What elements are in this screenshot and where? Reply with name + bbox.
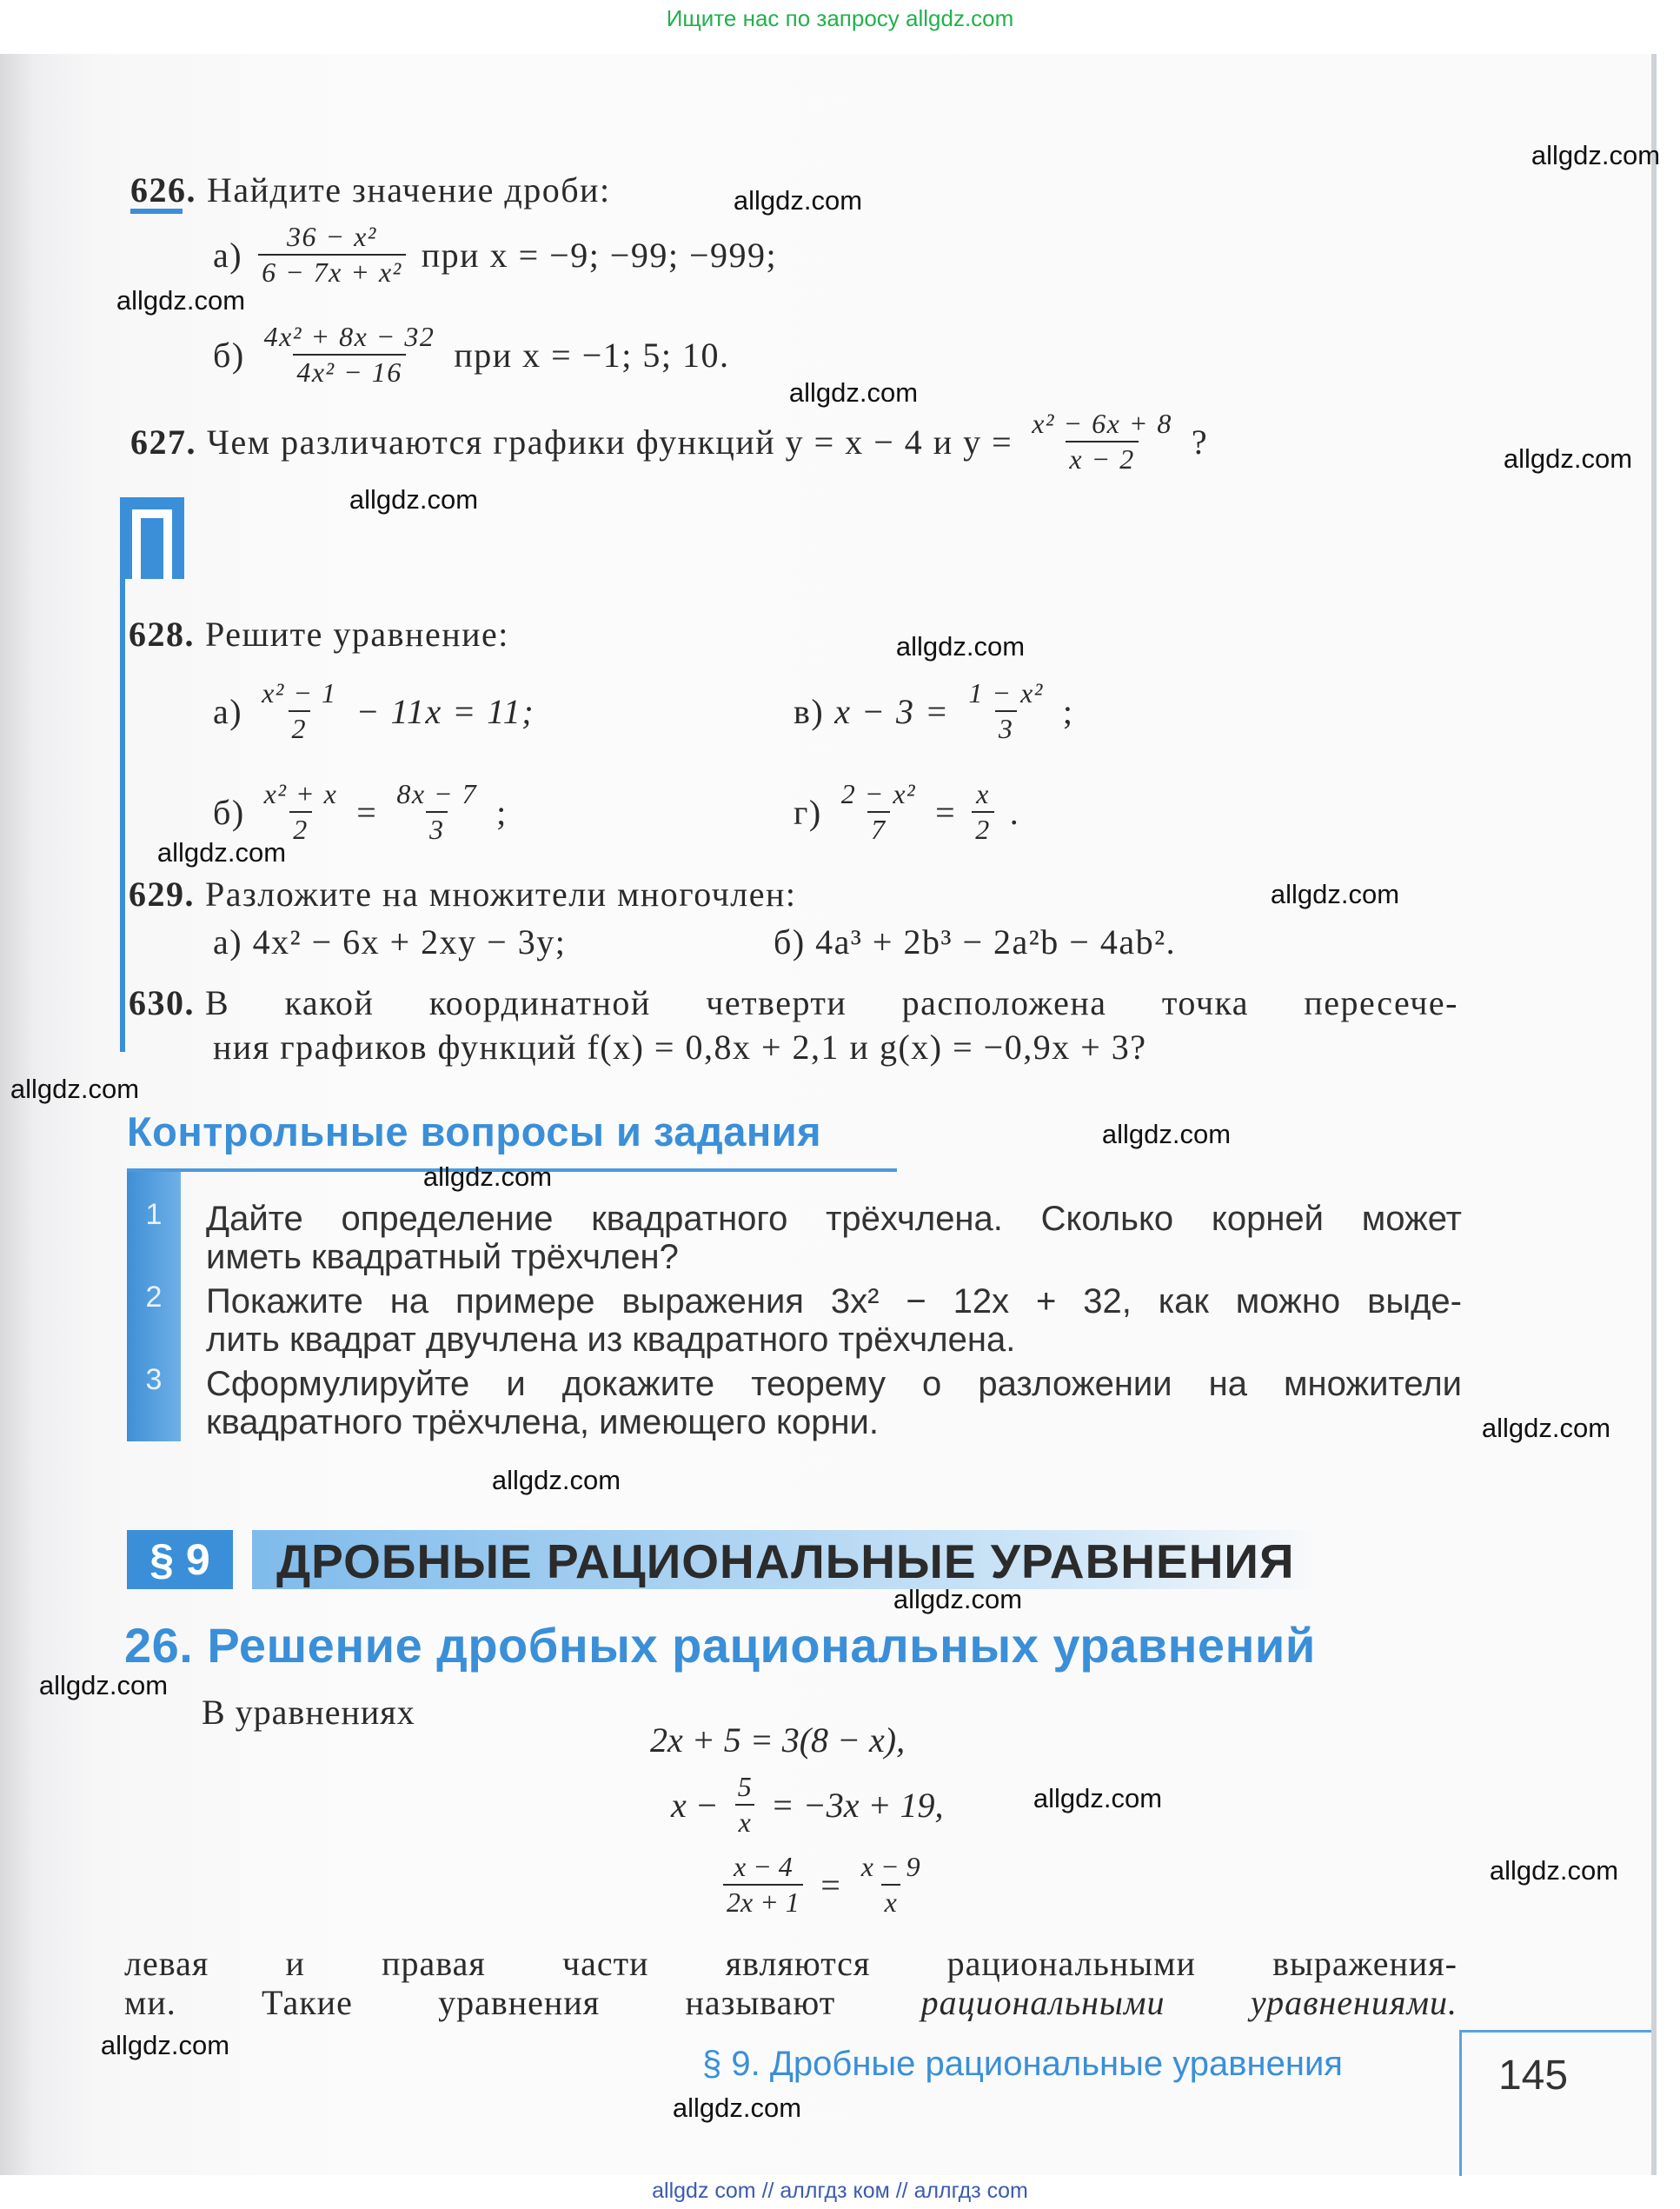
question-number: 3 <box>145 1363 163 1396</box>
question-3-line2: квадратного трёхчлена, имеющего корни. <box>206 1403 880 1441</box>
watermark: allgdz.com <box>788 377 919 408</box>
fraction <box>1028 409 1176 475</box>
body-paragraph-line1: левая и правая части являются рациональными выражения- <box>124 1944 1458 1983</box>
item-label: б) <box>213 792 245 832</box>
fraction <box>393 779 481 845</box>
page-number: 145 <box>1497 2053 1569 2099</box>
exercise-text-line2: ния графиков функций f(x) = 0,8x + 2,1 и g(x) = −0,9x + 3? <box>213 1028 1147 1067</box>
exercise-627 <box>130 409 1208 475</box>
watermark: allgdz.com <box>1033 1783 1163 1813</box>
question-2-line2: лить квадрат двучлена из квадратного трёхчлена. <box>206 1321 1016 1359</box>
fraction <box>838 779 920 845</box>
question-1-line2: иметь квадратный трёхчлен? <box>206 1238 679 1276</box>
watermark: allgdz.com <box>1531 140 1661 170</box>
numerator: x <box>976 778 990 809</box>
denominator: 6 − 7x + x² <box>258 254 406 288</box>
exercise-text: В какой координатной четверти расположена точка пересече- <box>205 983 1458 1022</box>
numerator: x² + x <box>263 778 338 809</box>
fraction <box>965 678 1046 744</box>
watermark: allgdz.com <box>895 631 1026 662</box>
exercise-text: Найдите значение дроби: <box>207 170 611 210</box>
denominator: 3 <box>995 710 1018 744</box>
fraction <box>258 222 406 288</box>
numerator: 8x − 7 <box>396 778 478 809</box>
item-text: − 11x = 11; <box>355 691 535 731</box>
running-footer: § 9. Дробные рациональные уравнения <box>702 2045 1343 2083</box>
exercise-628-v <box>794 678 1073 744</box>
punctuation: ; <box>496 792 508 832</box>
numerator: 5 <box>737 1771 752 1802</box>
item-label: в) <box>794 691 825 731</box>
watermark: allgdz.com <box>156 837 287 868</box>
watermark: allgdz.com <box>100 2030 230 2060</box>
exercise-626-b <box>213 322 730 388</box>
equals-sign: = <box>935 792 957 832</box>
fraction <box>972 779 994 845</box>
question-number: 1 <box>145 1198 163 1231</box>
body-intro: В уравнениях <box>202 1693 415 1732</box>
exercise-629-title <box>129 874 797 915</box>
item-label: а) <box>213 691 243 731</box>
subsection-title: 26. Решение дробных рациональных уравнений <box>124 1618 1316 1673</box>
section-margin-bar <box>120 497 125 1052</box>
denominator: 7 <box>867 811 890 845</box>
fraction <box>858 1852 924 1918</box>
watermark: allgdz.com <box>1270 879 1400 909</box>
watermark: allgdz.com <box>893 1584 1023 1614</box>
equation-3 <box>718 1852 929 1918</box>
exercise-630 <box>129 982 1458 1068</box>
punctuation: . <box>1009 792 1020 832</box>
exercise-text: Разложите на множители многочлен: <box>205 875 797 914</box>
punctuation: ; <box>1062 691 1074 731</box>
numerator: 1 − x² <box>968 677 1044 709</box>
exercise-629-b: б) 4a³ + 2b³ − 2a²b − 4ab². <box>774 922 1177 961</box>
watermark: allgdz.com <box>733 185 863 216</box>
exercise-number: 628. <box>129 615 195 654</box>
exercise-number: 630. <box>129 983 195 1022</box>
equation-1: 2x + 5 = 3(8 − x), <box>650 1720 906 1760</box>
watermark: allgdz.com <box>116 285 246 316</box>
top-banner[interactable]: Ищите нас по запросу allgdz.com <box>666 5 1014 31</box>
denominator: 4x² − 16 <box>293 354 405 388</box>
denominator: x − 2 <box>1066 441 1138 475</box>
item-text: при x = −1; 5; 10. <box>454 335 730 375</box>
exercise-628-g <box>794 779 1019 845</box>
watermark: allgdz.com <box>1503 443 1633 474</box>
exercise-628-title <box>129 614 509 655</box>
numerator: 36 − x² <box>286 221 377 252</box>
fraction <box>261 779 342 845</box>
question-number-column <box>127 1172 181 1441</box>
equals-sign: = <box>818 1865 842 1905</box>
exercise-number: 626. <box>130 170 196 210</box>
paragraph-emphasis: рациональными уравнениями. <box>920 1983 1458 2022</box>
bottom-banner[interactable]: allgdz com // аллгдз ком // аллгдз com <box>652 2179 1028 2203</box>
exercise-628-b <box>213 779 508 845</box>
equation-part: x − <box>671 1785 719 1825</box>
fraction <box>261 322 439 388</box>
equals-sign: = <box>356 792 378 832</box>
body-paragraph-line2 <box>124 1982 1458 2023</box>
control-questions-heading: Контрольные вопросы и задания <box>127 1108 822 1154</box>
denominator: x <box>735 1804 754 1838</box>
numerator: 2 − x² <box>840 778 917 809</box>
denominator: 2 <box>289 710 311 744</box>
numerator: x² − 1 <box>262 677 337 709</box>
exercise-number: 629. <box>129 875 195 914</box>
watermark: allgdz.com <box>349 484 479 515</box>
numerator: x − 4 <box>734 1851 793 1882</box>
section-title: ДРОБНЫЕ РАЦИОНАЛЬНЫЕ УРАВНЕНИЯ <box>276 1534 1295 1588</box>
fraction <box>258 678 340 744</box>
exercise-628-a <box>213 678 535 744</box>
equation-part: = −3x + 19, <box>770 1785 944 1825</box>
equation-2 <box>671 1772 943 1838</box>
fraction <box>734 1772 755 1838</box>
exercise-text: Чем различаются графики функций y = x − 4 и y = <box>207 422 1013 462</box>
item-text: x − 3 = <box>834 691 950 731</box>
numerator: x − 9 <box>860 1851 920 1882</box>
fraction <box>723 1852 803 1918</box>
watermark: allgdz.com <box>1481 1413 1611 1443</box>
question-1-line1: Дайте определение квадратного трёхчлена. Сколько корней может <box>206 1200 1462 1238</box>
denominator: 2 <box>972 811 994 845</box>
question-number: 2 <box>145 1281 163 1314</box>
watermark: allgdz.com <box>491 1465 621 1495</box>
watermark: allgdz.com <box>1101 1119 1232 1149</box>
exercise-number: 627. <box>130 422 196 462</box>
item-text: при x = −9; −99; −999; <box>421 235 778 275</box>
denominator: 3 <box>426 811 448 845</box>
exercise-text: Решите уравнение: <box>205 615 509 654</box>
watermark: allgdz.com <box>38 1670 169 1700</box>
numerator: 4x² + 8x − 32 <box>263 321 435 352</box>
question-2-line1: Покажите на примере выражения 3x² − 12x + 32, как можно выде- <box>206 1282 1462 1321</box>
question-mark: ? <box>1191 422 1209 462</box>
question-3-line1: Сформулируйте и докажите теорему о разложении на множители <box>206 1365 1462 1403</box>
numerator: x² − 6x + 8 <box>1032 408 1172 439</box>
watermark: allgdz.com <box>422 1161 553 1192</box>
item-label: б) <box>213 335 245 375</box>
exercise-629-a: а) 4x² − 6x + 2xy − 3y; <box>213 922 567 961</box>
page-edge <box>1651 54 1657 2175</box>
exercise-626-a <box>213 222 777 288</box>
item-label: а) <box>213 235 243 275</box>
item-label: г) <box>794 792 822 832</box>
watermark: allgdz.com <box>1489 1855 1619 1886</box>
denominator: x <box>881 1884 900 1918</box>
watermark: allgdz.com <box>10 1074 140 1104</box>
watermark: allgdz.com <box>672 2093 802 2123</box>
p-marker-icon <box>120 497 184 579</box>
section-label: § 9 <box>127 1530 233 1589</box>
paragraph-text: ми. Такие уравнения называют <box>124 1983 836 2022</box>
exercise-626-title <box>130 170 611 210</box>
denominator: 2 <box>289 811 312 845</box>
denominator: 2x + 1 <box>723 1884 803 1918</box>
